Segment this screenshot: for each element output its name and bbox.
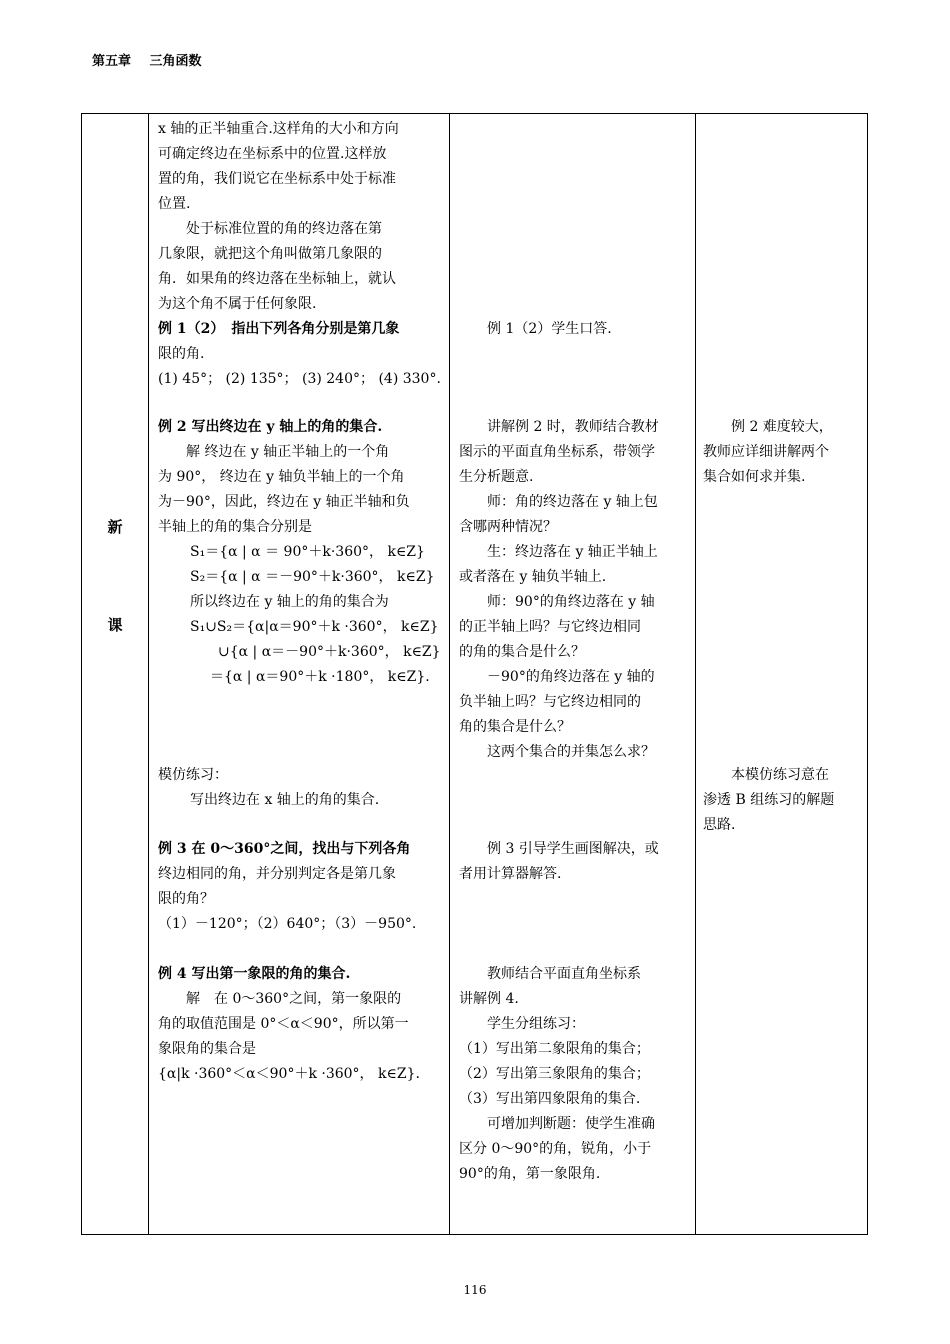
example-4-heading: 例 4 写出第一象限的角的集合. xyxy=(158,966,351,982)
activity-line: 的正半轴上吗？与它终边相同 xyxy=(459,619,641,635)
column-divider xyxy=(148,114,149,1234)
example-2-heading: 例 2 写出终边在 y 轴上的角的集合. xyxy=(158,419,383,435)
column-divider xyxy=(449,114,450,1234)
content-line: 为－90°，因此，终边在 y 轴正半轴和负 xyxy=(158,494,410,510)
formula-line: {α|k ·360°＜α＜90°＋k ·360°， k∈Z}. xyxy=(158,1066,420,1082)
note-line: 本模仿练习意在 xyxy=(703,767,829,783)
activity-line: 教师结合平面直角坐标系 xyxy=(459,966,641,982)
activity-line: 师：90°的角终边落在 y 轴 xyxy=(459,594,655,610)
activity-line: 讲解例 2 时，教师结合教材 xyxy=(459,419,659,435)
page-header xyxy=(92,50,216,69)
activity-line: 负半轴上吗？与它终边相同的 xyxy=(459,694,641,710)
activity-line: 可增加判断题：使学生准确 xyxy=(459,1116,655,1132)
chapter-label: 第五章 xyxy=(92,54,132,69)
lesson-table xyxy=(81,113,868,1235)
activity-line: 含哪两种情况？ xyxy=(459,519,557,535)
activity-line: 图示的平面直角坐标系，带领学 xyxy=(459,444,655,460)
formula-line: S₂＝{α | α ＝－90°＋k·360°， k∈Z} xyxy=(190,569,435,585)
activity-line: 90°的角，第一象限角. xyxy=(459,1166,601,1182)
content-line: 为这个角不属于任何象限. xyxy=(158,296,317,312)
formula-line: S₁＝{α | α ＝ 90°＋k·360°， k∈Z} xyxy=(190,544,425,560)
column-divider xyxy=(695,114,696,1234)
formula-line: S₁∪S₂＝{α|α＝90°＋k ·360°， k∈Z} xyxy=(190,619,439,635)
note-line: 思路. xyxy=(703,817,736,833)
content-line: 终边相同的角，并分别判定各是第几象 xyxy=(158,866,396,882)
activity-line: 或者落在 y 轴负半轴上. xyxy=(459,569,607,585)
content-line: 置的角，我们说它在坐标系中处于标准 xyxy=(158,171,396,187)
content-line: 位置. xyxy=(158,196,191,212)
content-line: x 轴的正半轴重合.这样角的大小和方向 xyxy=(158,121,399,137)
activity-line: （3）写出第四象限角的集合. xyxy=(459,1091,641,1107)
formula-line: ＝{α | α＝90°＋k ·180°， k∈Z}. xyxy=(210,669,430,685)
activity-line: 师：角的终边落在 y 轴上包 xyxy=(459,494,658,510)
content-line: 角的取值范围是 0°＜α＜90°，所以第一 xyxy=(158,1016,409,1032)
activity-line: 讲解例 4. xyxy=(459,991,519,1007)
content-line: 处于标准位置的角的终边落在第 xyxy=(158,221,382,237)
content-line: 限的角. xyxy=(158,346,205,362)
activity-line: 学生分组练习： xyxy=(459,1016,585,1032)
section-label-ke: 课 xyxy=(107,616,123,634)
note-line: 教师应详细讲解两个 xyxy=(703,444,829,460)
note-line: 集合如何求并集. xyxy=(703,469,806,485)
content-line: 解 在 0～360°之间，第一象限的 xyxy=(158,991,402,1007)
content-line: 几象限，就把这个角叫做第几象限的 xyxy=(158,246,382,262)
activity-line: 生分析题意. xyxy=(459,469,534,485)
activity-line: 区分 0～90°的角，锐角，小于 xyxy=(459,1141,652,1157)
activity-line: 者用计算器解答. xyxy=(459,866,562,882)
chapter-title: 三角函数 xyxy=(149,54,202,69)
note-line: 例 2 难度较大， xyxy=(703,419,833,435)
content-line: 半轴上的角的集合分别是 xyxy=(158,519,312,535)
activity-line: 生：终边落在 y 轴正半轴上 xyxy=(459,544,658,560)
content-line: 限的角？ xyxy=(158,891,214,907)
activity-line: 例 1（2）学生口答. xyxy=(459,321,612,337)
content-line: 可确定终边在坐标系中的位置.这样放 xyxy=(158,146,387,162)
content-line: 所以终边在 y 轴上的角的集合为 xyxy=(190,594,389,610)
content-line: 解 终边在 y 轴正半轴上的一个角 xyxy=(158,444,390,460)
example-1-heading: 例 1（2） 指出下列各角分别是第几象 xyxy=(158,321,400,337)
activity-line: （1）写出第二象限角的集合； xyxy=(459,1041,650,1057)
example-3-heading: 例 3 在 0～360°之间，找出与下列各角 xyxy=(158,841,411,857)
content-line: 为 90°， 终边在 y 轴负半轴上的一个角 xyxy=(158,469,405,485)
practice-heading: 模仿练习： xyxy=(158,767,228,783)
content-line: (1) 45°； (2) 135°； (3) 240°； (4) 330°. xyxy=(158,371,441,387)
content-line: 角．如果角的终边落在坐标轴上，就认 xyxy=(158,271,396,287)
activity-line: 这两个集合的并集怎么求？ xyxy=(459,744,655,760)
activity-line: 的角的集合是什么？ xyxy=(459,644,585,660)
page-number: 116 xyxy=(463,1283,487,1297)
activity-line: －90°的角终边落在 y 轴的 xyxy=(459,669,655,685)
section-label-xin: 新 xyxy=(107,518,123,536)
activity-line: （2）写出第三象限角的集合； xyxy=(459,1066,650,1082)
activity-line: 例 3 引导学生画图解决，或 xyxy=(459,841,659,857)
activity-line: 角的集合是什么？ xyxy=(459,719,571,735)
note-line: 渗透 B 组练习的解题 xyxy=(703,792,835,808)
formula-line: ∪{α | α＝－90°＋k·360°， k∈Z} xyxy=(218,644,441,660)
content-line: （1）－120°；（2）640°；（3）－950°. xyxy=(158,916,417,932)
content-line: 象限角的集合是 xyxy=(158,1041,256,1057)
content-line: 写出终边在 x 轴上的角的集合. xyxy=(190,792,380,808)
